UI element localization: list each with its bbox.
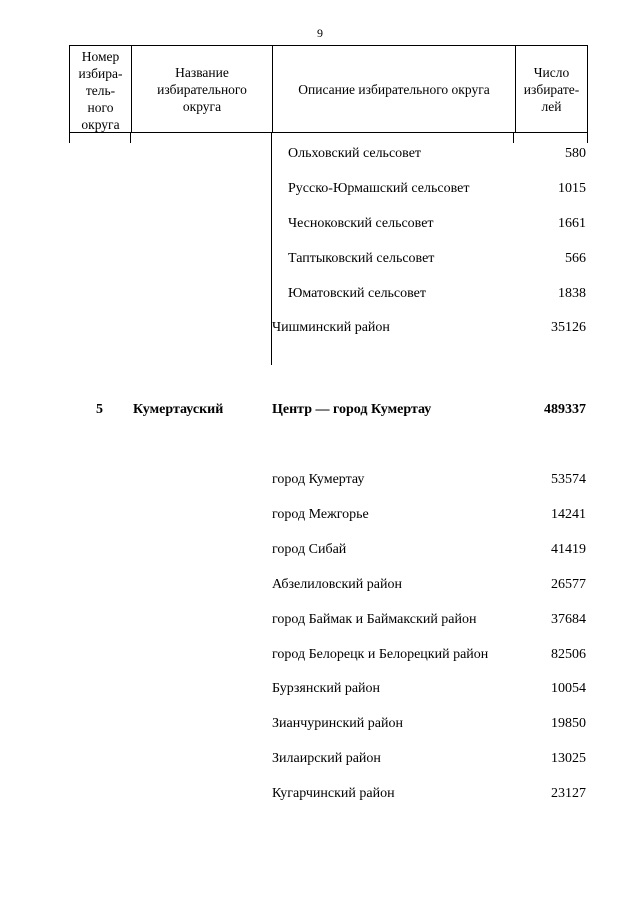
row-name: Таптыковский сельсовет bbox=[288, 251, 435, 266]
row-name: Зилаирский район bbox=[272, 751, 381, 766]
row-name: Зианчуринский район bbox=[272, 716, 403, 731]
row-value: 37684 bbox=[551, 612, 586, 627]
row-name: Бурзянский район bbox=[272, 681, 381, 696]
row-name: город Межгорье bbox=[272, 507, 369, 522]
row-value: 1015 bbox=[558, 181, 586, 196]
row-name: Юматовский сельсовет bbox=[288, 286, 427, 301]
row-value: 1661 bbox=[558, 216, 586, 231]
row-value: 53574 bbox=[551, 472, 586, 487]
page-number: 9 bbox=[317, 26, 323, 40]
row-value: 23127 bbox=[551, 786, 586, 801]
row-name: город Кумертау bbox=[272, 472, 365, 487]
row-name: Кугарчинский район bbox=[272, 786, 395, 801]
row-value: 13025 bbox=[551, 751, 586, 766]
district-voters: 489337 bbox=[544, 402, 586, 417]
row-value: 26577 bbox=[551, 577, 586, 592]
column-divider bbox=[130, 133, 131, 143]
district-number: 5 bbox=[96, 402, 103, 417]
row-name: город Баймак и Баймакский район bbox=[272, 612, 477, 627]
district-subtotal-name: Чишминский район bbox=[272, 320, 390, 335]
row-name: Русско-Юрмашский сельсовет bbox=[288, 181, 470, 196]
table-header bbox=[69, 45, 588, 133]
row-value: 10054 bbox=[551, 681, 586, 696]
row-value: 566 bbox=[565, 251, 586, 266]
row-name: город Сибай bbox=[272, 542, 347, 557]
row-value: 41419 bbox=[551, 542, 586, 557]
header-district-number: Номер избира- тель- ного округа bbox=[70, 46, 132, 133]
header-voter-count: Число избирате- лей bbox=[523, 65, 580, 114]
column-divider bbox=[69, 133, 70, 143]
row-value: 580 bbox=[565, 146, 586, 161]
row-name: Чесноковский сельсовет bbox=[288, 216, 434, 231]
district-subtotal-value: 35126 bbox=[551, 320, 586, 335]
column-divider bbox=[587, 133, 588, 143]
row-value: 14241 bbox=[551, 507, 586, 522]
district-name: Кумертауский bbox=[133, 402, 224, 417]
header-district-name: Название избирательного округа bbox=[132, 46, 273, 133]
row-value: 82506 bbox=[551, 647, 586, 662]
row-value: 19850 bbox=[551, 716, 586, 731]
row-name: город Белорецк и Белорецкий район bbox=[272, 647, 489, 662]
row-value: 1838 bbox=[558, 286, 586, 301]
column-divider bbox=[513, 133, 514, 143]
header-district-description: Описание избирательного округа bbox=[273, 46, 516, 133]
row-name: Абзелиловский район bbox=[272, 577, 402, 592]
district-center: Центр — город Кумертау bbox=[272, 402, 432, 417]
row-name: Ольховский сельсовет bbox=[288, 146, 422, 161]
